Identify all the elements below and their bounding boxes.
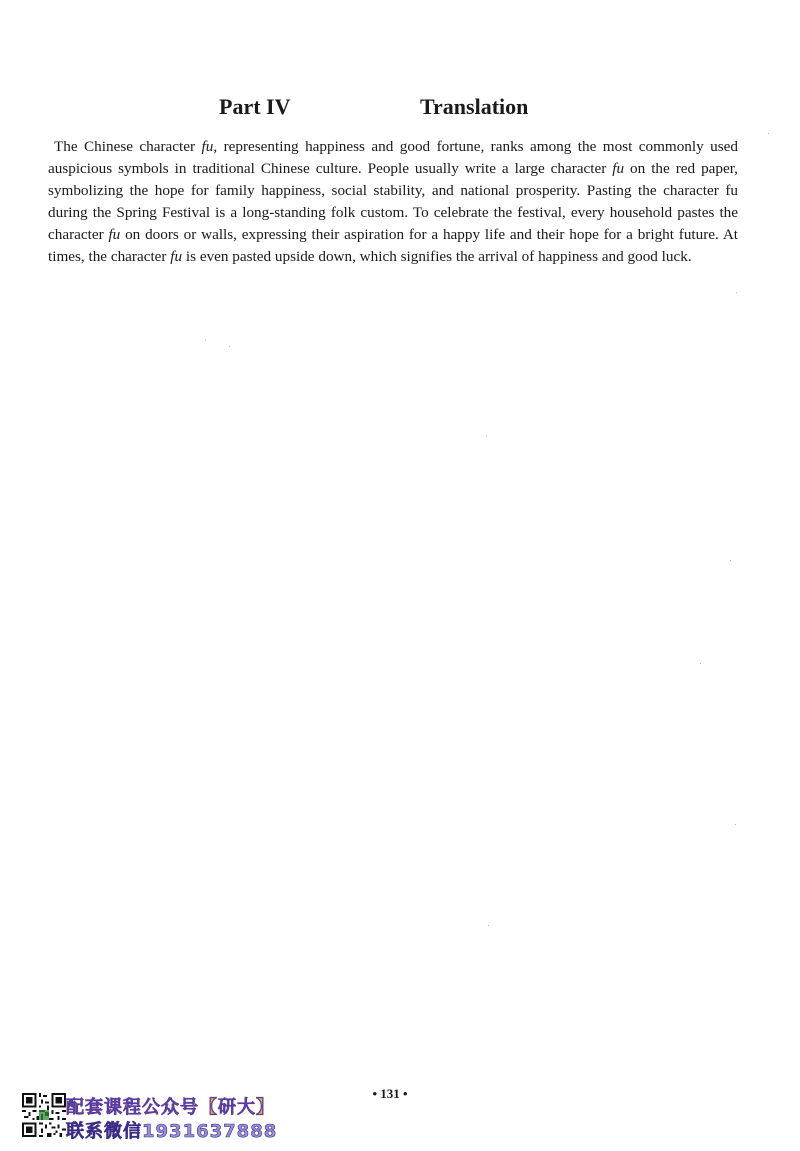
italic-term: fu bbox=[612, 160, 625, 177]
paragraph-text: , representing happiness and good fortune, ranks among the most commonly used auspicious symbols in traditional Chinese culture. People usually write a large character bbox=[48, 138, 738, 177]
italic-term: fu bbox=[201, 138, 214, 155]
watermark-line-2: 联系微信1931637888 bbox=[66, 1121, 278, 1142]
scan-speck bbox=[735, 824, 736, 825]
paragraph-text: The Chinese character bbox=[54, 138, 202, 155]
scan-speck bbox=[229, 346, 230, 347]
scan-speck bbox=[736, 292, 737, 293]
section-heading bbox=[0, 94, 800, 124]
scan-speck bbox=[486, 435, 487, 436]
scan-speck bbox=[730, 560, 731, 561]
italic-term: fu bbox=[170, 248, 183, 265]
part-label: Part IV bbox=[219, 94, 291, 119]
scan-speck bbox=[205, 340, 206, 341]
page-number: • 131 • bbox=[372, 1086, 408, 1101]
watermark-stamp bbox=[22, 1093, 312, 1141]
paragraph-text: on the red paper, symbolizing the hope for family happiness, social stability, and national prosperity. Pasting the character fu during the Spring Festival is a long-standing folk custom. To celebrate the festival, every household pastes the character bbox=[48, 160, 738, 243]
section-title: Translation bbox=[420, 94, 529, 119]
scan-speck bbox=[700, 663, 701, 664]
paragraph-text: is even pasted upside down, which signifies the arrival of happiness and good luck. bbox=[182, 248, 692, 265]
translation-paragraph bbox=[48, 136, 738, 268]
scan-speck bbox=[488, 925, 489, 926]
paragraph-text: on doors or walls, expressing their aspiration for a happy life and their hope for a bright future. At times, the character bbox=[48, 226, 739, 265]
watermark-line-1: 配套课程公众号【研大】 bbox=[66, 1097, 275, 1118]
qr-code-icon bbox=[22, 1093, 66, 1137]
scan-speck bbox=[768, 133, 769, 134]
italic-term: fu bbox=[108, 226, 121, 243]
